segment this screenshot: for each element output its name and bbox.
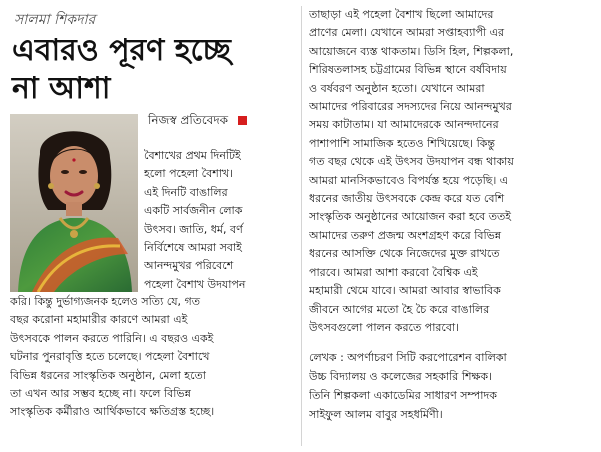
text-line: প্রাণের মেলা। যেখানে আমরা সপ্তাহব্যাপী এর — [309, 26, 505, 40]
text-line: মহামারী থেমে যাবে। আমরা আবার স্বাভাবিক — [309, 284, 501, 298]
text-line: ও বর্ষবরণ অনুষ্ঠান হতো। যেখানে আমরা — [309, 81, 485, 95]
text-line: সাইফুল আলম বাবুর সহধর্মিণী। — [309, 408, 443, 421]
left-column — [8, 6, 295, 450]
text-line: আমরা মানসিকভাবেও বিপর্যস্ত হয়ে পড়েছি। এ — [309, 173, 509, 187]
text-line: তা এখন আর সম্ভব হচ্ছে না। ফলে বিভিন্ন — [10, 387, 191, 401]
text-line: লেখক : অপর্ণাচরণ সিটি করপোরেশন বালিকা — [309, 351, 507, 364]
text-line: উচ্চ বিদ্যালয় ও কলেজের সহকারি শিক্ষক। — [309, 370, 493, 383]
text-line: পহেলা বৈশাখ উদযাপন — [144, 277, 246, 291]
text-line: আমাদের তরুণ প্রজন্ম অংশগ্রহণ করে বিভিন্ন — [309, 228, 502, 242]
text-line: জীবনে আগের মতো হৈ চৈ করে বাঙালির — [309, 302, 490, 316]
text-line: ঘটনার পুনরাবৃত্তি হতে চলেছে। পহেলা বৈশাখে — [10, 350, 210, 364]
text-line: নির্বিশেষে আমরা সবাই — [144, 241, 242, 255]
portrait-image — [10, 114, 138, 292]
text-line: উৎসবগুলো পালন করতে পারবো। — [309, 320, 460, 334]
text-line: ধরনের আসক্তি থেকে নিজেদের মুক্ত রাখতে — [309, 247, 500, 261]
text-line: হলো পহেলা বৈশাখ। — [144, 167, 234, 181]
intro-paragraph — [144, 147, 293, 294]
text-line: এই দিনটি বাঙালির — [144, 185, 228, 199]
reporter-label: নিজস্ব প্রতিবেদক — [148, 113, 229, 127]
text-line: বছর করোনা মহামারীর কারণে আমরা এই — [10, 313, 188, 327]
headline-line: এবারও পূরণ হচ্ছে — [12, 33, 231, 68]
text-line: পারবে। আমরা আশা করবো বৈশ্বিক এই — [309, 265, 478, 279]
text-line: উৎসব। জাতি, ধর্ম, বর্ণ — [144, 222, 243, 236]
body-paragraph-left — [10, 293, 293, 422]
author-photo — [10, 114, 138, 292]
author-name: সালমা শিকদার — [14, 12, 96, 28]
red-square-icon — [238, 116, 247, 125]
text-line: তাছাড়া এই পহেলা বৈশাখ ছিলো আমাদের — [309, 8, 494, 21]
text-line: করি। কিন্তু দুর্ভাগ্যজনক হলেও সত্যি যে, গত — [10, 295, 201, 308]
text-line: তিনি শিল্পকলা একাডেমির সাধারণ সম্পাদক — [309, 389, 497, 402]
text-line: বৈশাখের প্রথম দিনটিই — [144, 149, 241, 162]
text-line: শিরিষতলাসহ চট্টগ্রামের বিভিন্ন স্থানে বর্ষবিদায় — [309, 63, 507, 77]
right-column — [309, 6, 595, 450]
text-line: একটি সার্বজনীন লোক — [144, 204, 243, 218]
text-line: ধরনের জাতীয় উৎসবকে কেন্দ্র করে যত বেশি — [309, 192, 505, 206]
text-line: সাংস্কৃতিক অনুষ্ঠানের আয়োজন করা হবে ততই — [309, 210, 511, 224]
reporter-credit — [148, 112, 247, 132]
text-line: সময় কাটাতাম। যা আমাদেরকে আনন্দদানের — [309, 118, 499, 132]
text-line: সাংস্কৃতিক কর্মীরাও আর্থিকভাবে ক্ষতিগ্রস্ত হচ্ছে। — [10, 405, 215, 419]
text-line: বিভিন্ন ধরনের সাংস্কৃতিক অনুষ্ঠান, মেলা হতো — [10, 368, 206, 382]
headline — [12, 32, 292, 108]
text-line: আনন্দমুখর পরিবেশে — [144, 259, 234, 273]
body-paragraph-right — [309, 6, 595, 337]
text-line: গত বছর থেকে এই উৎসব উদযাপন বন্ধ থাকায় — [309, 155, 514, 169]
text-line: পাশাপাশি সামাজিক হতেও শিখিয়েছে। কিন্তু — [309, 136, 496, 150]
headline-line: না আশা — [12, 71, 111, 106]
author-note — [309, 348, 595, 424]
text-line: আয়োজনে ব্যস্ত থাকতাম। ডিসি হিল, শিল্পকলা, — [309, 44, 514, 58]
text-line: উৎসবকে পালন করতে পারিনি। এ বছরও একই — [10, 331, 214, 345]
column-divider — [301, 6, 302, 446]
text-line: আমাদের পরিবারের সদস্যদের নিয়ে আনন্দমুখর — [309, 100, 512, 114]
